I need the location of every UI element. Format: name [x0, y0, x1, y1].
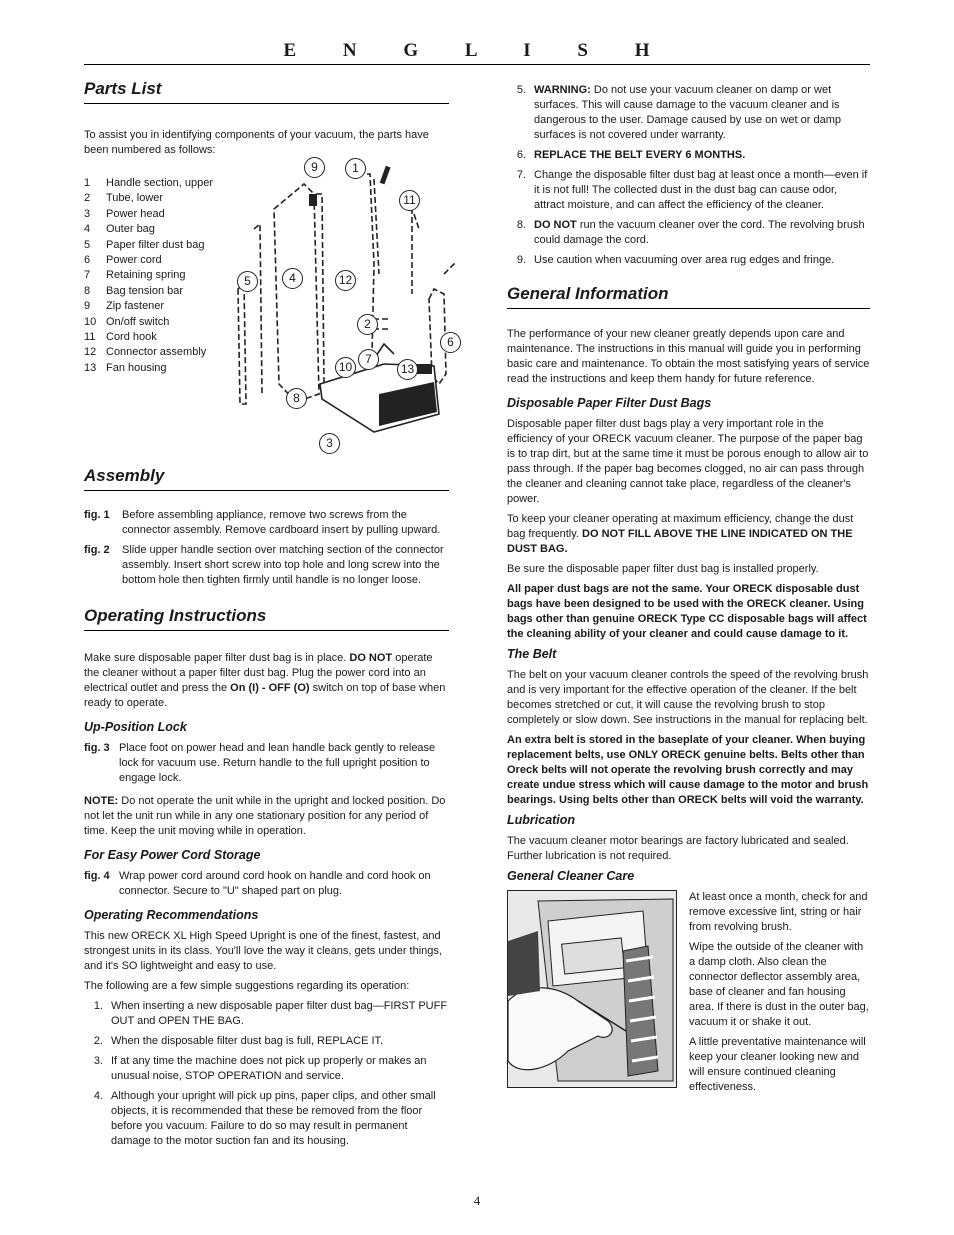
- list-item: 9. Use caution when vacuuming over area rug edges and fringe.: [516, 254, 835, 266]
- operating-list-continued: [507, 83, 870, 268]
- list-item: 1. When inserting a new disposable paper filter dust bag—FIRST PUFF OUT and OPEN THE BAG.: [93, 1000, 448, 1027]
- callout-1: 1: [345, 158, 366, 179]
- general-info-p1: The performance of your new cleaner greatly depends upon care and maintenance. The instructions in this manual will guide you in performing basic care and maintenance. To obtain the most satisfying years of service read the instructions and keep them handy for future reference.: [507, 328, 870, 385]
- list-item: 8. DO NOT run the vacuum cleaner over the cord. The revolving brush could damage the cord.: [516, 219, 865, 246]
- list-item: 7. Change the disposable filter dust bag at least once a month—even if it is not full! The collected dust in the dust bag can cause odor, attract moisture, and can affect the efficiency of the cleaner.: [516, 169, 868, 211]
- lubrication-p: The vacuum cleaner motor bearings are factory lubricated and sealed. Further lubrication is not required.: [507, 835, 849, 862]
- callout-10: 10: [335, 357, 356, 378]
- left-column: [84, 78, 454, 1154]
- fig-3: fig. 3 Place foot on power head and lean handle back gently to release lock for vacuum use. Return handle to the full upright position to engage lock.: [84, 742, 436, 784]
- list-item: 3. If at any time the machine does not pick up properly or makes an unusual noise, STOP OPERATION and service.: [93, 1055, 427, 1082]
- list-item: 12 Connector assembly: [84, 346, 207, 359]
- callout-7: 7: [358, 349, 379, 370]
- general-info-heading: General Information: [507, 283, 870, 309]
- belt-heading: The Belt: [507, 647, 557, 661]
- recommendations-list: [84, 999, 449, 1149]
- parts-list-intro: To assist you in identifying components of your vacuum, the parts have been numbered as follows:: [84, 129, 429, 156]
- list-item: 7 Retaining spring: [84, 269, 186, 282]
- list-item: 5. WARNING: Do not use your vacuum cleaner on damp or wet surfaces. This will cause damage to the vacuum cleaner and is dangerous to the user. Damage caused by use on wet or damp surfaces is not covered under warranty.: [516, 84, 841, 141]
- lubrication-heading: Lubrication: [507, 813, 576, 827]
- belt-p1: The belt on your vacuum cleaner controls the speed of the revolving brush and is very important for the effective operation of the cleaner. If the belt becomes stretched or cut, it will cause the revolving brush to stop completely or slow down. See instructions in the manual for replacing belt.: [507, 669, 869, 726]
- callout-6: 6: [440, 332, 461, 353]
- list-item: 9 Zip fastener: [84, 300, 165, 313]
- list-item: 3 Power head: [84, 207, 165, 220]
- list-item: 5 Paper filter dust bag: [84, 238, 205, 251]
- list-item: 1 Handle section, upper: [84, 177, 214, 189]
- callout-11: 11: [399, 190, 420, 211]
- list-item: 4. Although your upright will pick up pins, paper clips, and other small objects, it is recommended that these be removed from the floor before you vacuum. Failure to do so may result in permanent damage to the motor suction fan and its housing.: [93, 1090, 436, 1147]
- vacuum-exploded-diagram: [234, 154, 459, 464]
- callout-9: 9: [304, 157, 325, 178]
- callout-5: 5: [237, 271, 258, 292]
- hand-brush-illustration: [508, 891, 676, 1087]
- assembly-heading: Assembly: [84, 465, 449, 491]
- page-header: [84, 38, 870, 65]
- up-position-heading: Up-Position Lock: [84, 720, 187, 734]
- belt-p2: An extra belt is stored in the baseplate of your cleaner. When buying replacement belts, use ONLY ORECK genuine belts. Belts other than Oreck belts will not operate the revolving brush correctly and may create undue stress which will cause damage to the motor and brush bearings. Using belts other than ORECK belts will void the warranty.: [507, 734, 869, 806]
- dust-bags-p3: Be sure the disposable paper filter dust bag is installed properly.: [507, 563, 819, 575]
- dust-bags-p4: All paper dust bags are not the same. Your ORECK disposable dust bags have been designed to be used with the ORECK cleaner. Using bags other than genuine ORECK Type CC disposable bags will affect the cleaning ability of your cleaner and could cause damage to it.: [507, 583, 867, 640]
- right-column: [507, 83, 870, 1100]
- cleaner-care-heading: General Cleaner Care: [507, 869, 635, 883]
- dust-bags-heading: Disposable Paper Filter Dust Bags: [507, 396, 712, 410]
- fig-4: fig. 4 Wrap power cord around cord hook on handle and cord hook on connector. Secure to "U" shaped part on plug.: [84, 870, 431, 897]
- callout-4: 4: [282, 268, 303, 289]
- callout-3: 3: [319, 433, 340, 454]
- cord-storage-heading: For Easy Power Cord Storage: [84, 848, 261, 862]
- note-paragraph: NOTE: Do not operate the unit while in the upright and locked position. Do not let the unit run while in any one stationary position for any period of time. Keep the unit moving while in operation.: [84, 795, 446, 837]
- list-item: 11 Cord hook: [84, 330, 157, 343]
- list-item: 6 Power cord: [84, 253, 162, 266]
- recommendations-p2: The following are a few simple suggestions regarding its operation:: [84, 980, 410, 992]
- fig-2: fig. 2 Slide upper handle section over matching section of the connector assembly. Insert short screw into top hole and long screw into the bottom hole then tighten firmly until handle is no longer loose.: [84, 544, 444, 586]
- callout-2: 2: [357, 314, 378, 335]
- list-item: 8 Bag tension bar: [84, 284, 184, 297]
- cleaner-care-p1: At least once a month, check for and remove excessive lint, string or hair from revolving brush.: [689, 891, 868, 933]
- callout-13: 13: [397, 359, 418, 380]
- callout-12: 12: [335, 270, 356, 291]
- page-number: 4: [473, 1193, 481, 1208]
- list-item: 2. When the disposable filter dust bag is full, REPLACE IT.: [93, 1035, 384, 1047]
- cleaner-care-p3: A little preventative maintenance will keep your cleaner looking new and will ensure continued cleaning effectiveness.: [689, 1036, 866, 1093]
- dust-bags-p2: To keep your cleaner operating at maximum efficiency, change the dust bag frequently. DO NOT FILL ABOVE THE LINE INDICATED ON THE DUST BAG.: [507, 513, 854, 555]
- brush-cleaning-illustration: [507, 890, 677, 1088]
- list-item: 13 Fan housing: [84, 361, 167, 374]
- dust-bags-p1: Disposable paper filter dust bags play a very important role in the efficiency of your ORECK vacuum cleaner. The purpose of the paper bag is to trap dirt, but at the same time it must be porous enough to allow air to pass through. If the paper bag becomes clogged, no air can pass through the cleaner and cleaning cannot take place, regardless of the cleaner's power.: [507, 418, 869, 505]
- cleaner-care-p2: Wipe the outside of the cleaner with a damp cloth. Also clean the connector deflector assembly area, base of cleaner and fan housing area. If there is dust in the outer bag, vacuum it or shake it out.: [689, 941, 869, 1028]
- list-item: 4 Outer bag: [84, 223, 155, 236]
- operating-intro: Make sure disposable paper filter dust bag is in place. DO NOT operate the cleaner without a paper filter dust bag. Plug the power cord into an electrical outlet and press the On (I) - OFF (O) switch on top of base when ready to operate.: [84, 652, 446, 709]
- list-item: 2 Tube, lower: [84, 192, 164, 205]
- cleaner-care-section: [507, 890, 870, 1100]
- list-item: 10 On/off switch: [84, 315, 170, 328]
- recommendations-p1: This new ORECK XL High Speed Upright is one of the finest, fastest, and strongest units in its class. You'll love the way it cleans, gets under things, and it's SO lightweight and easy to use.: [84, 930, 442, 972]
- callout-8: 8: [286, 388, 307, 409]
- recommendations-heading: Operating Recommendations: [84, 908, 259, 922]
- fig-1: fig. 1 Before assembling appliance, remove two screws from the connector assembly. Remove cardboard insert by pulling upward.: [84, 509, 441, 536]
- parts-area: [84, 160, 454, 458]
- list-item: 6. REPLACE THE BELT EVERY 6 MONTHS.: [516, 149, 746, 161]
- operating-heading: Operating Instructions: [84, 605, 449, 631]
- header-title: E N G L I S H: [283, 40, 671, 61]
- parts-list-heading: Parts List: [84, 78, 449, 104]
